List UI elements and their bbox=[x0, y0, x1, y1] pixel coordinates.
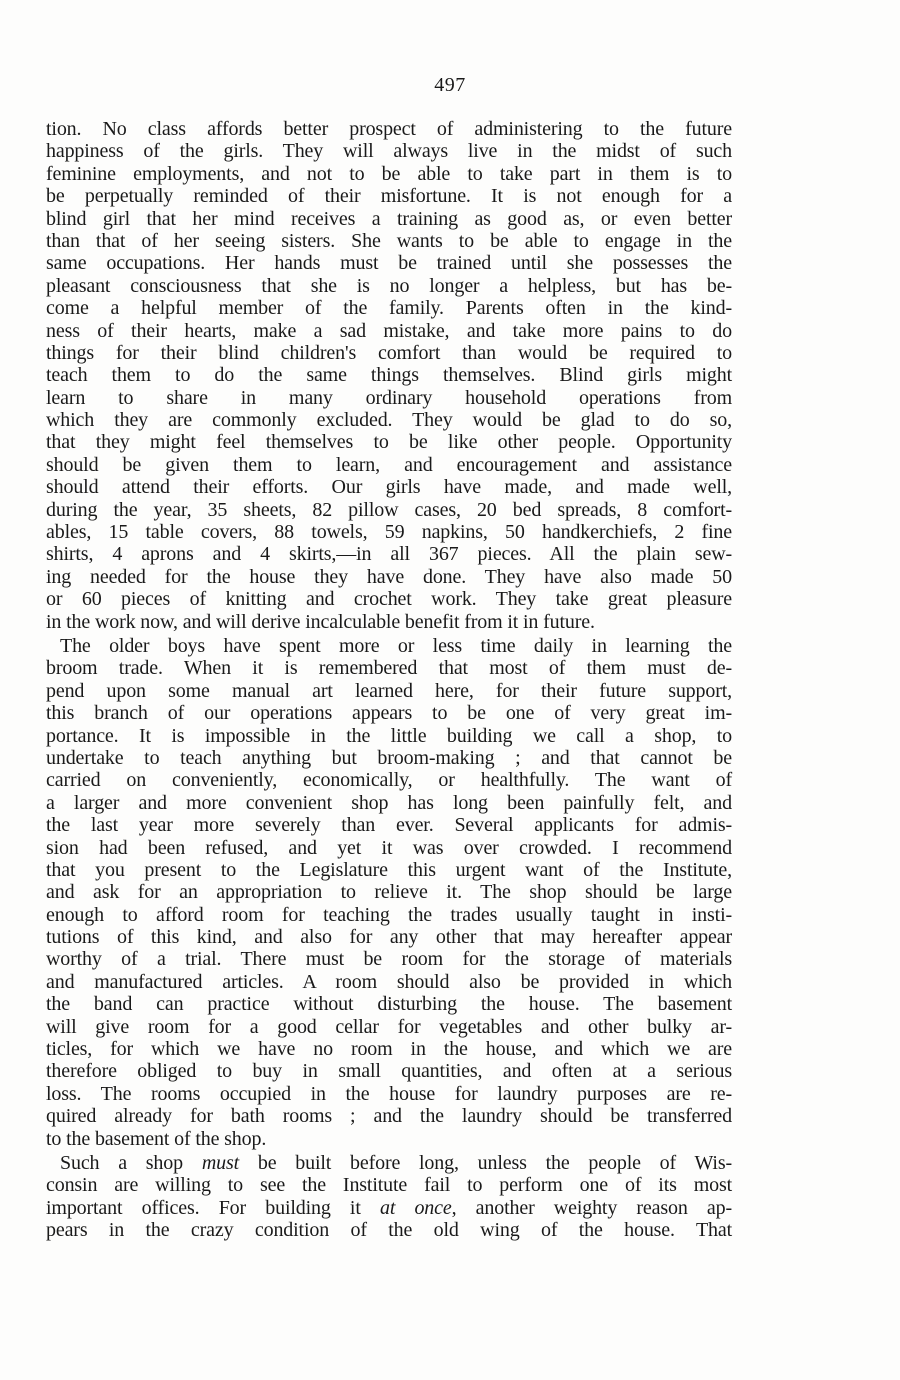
text-line: should attend their efforts. Our girls have made, and made well, bbox=[46, 476, 732, 499]
text-line: pears in the crazy condition of the old wing of the house. That bbox=[46, 1219, 732, 1242]
text-line: and ask for an appropriation to relieve it. The shop should be large bbox=[46, 881, 732, 904]
page-number: 497 bbox=[434, 74, 466, 96]
text-line: portance. It is impossible in the little building we call a shop, to bbox=[46, 724, 732, 747]
text-line: ing needed for the house they have done. They have also made 50 bbox=[46, 565, 732, 588]
text-line: important offices. For building it at once, another weighty reason ap- bbox=[46, 1196, 732, 1219]
text-line: undertake to teach anything but broom-making ; and that cannot be bbox=[46, 746, 732, 769]
text-line: to the basement of the shop. bbox=[46, 1127, 267, 1150]
text-line: broom trade. When it is remembered that most of them must de- bbox=[46, 657, 732, 680]
text-line: should be given them to learn, and encouragement and assistance bbox=[46, 453, 732, 476]
paragraph bbox=[46, 1152, 732, 1242]
text-line: the band can practice without disturbing the house. The basement bbox=[46, 993, 732, 1016]
text-line: will give room for a good cellar for vegetables and other bulky ar- bbox=[46, 1015, 732, 1038]
text-line: therefore obliged to buy in small quantities, and often at a serious bbox=[46, 1060, 732, 1083]
text-line: pend upon some manual art learned here, for their future support, bbox=[46, 679, 732, 702]
text-line: quired already for bath rooms ; and the laundry should be transferred bbox=[46, 1105, 732, 1128]
paragraph bbox=[46, 635, 732, 1150]
text-line: feminine employments, and not to be able to take part in them is to bbox=[46, 162, 732, 185]
text-line: enough to afford room for teaching the trades usually taught in insti- bbox=[46, 903, 732, 926]
text-line: ables, 15 table covers, 88 towels, 59 napkins, 50 handkerchiefs, 2 fine bbox=[46, 521, 732, 544]
text-line: come a helpful member of the family. Parents often in the kind- bbox=[46, 297, 732, 320]
text-line: this branch of our operations appears to be one of very great im- bbox=[46, 702, 732, 725]
text-line: teach them to do the same things themselves. Blind girls might bbox=[46, 364, 732, 387]
text-line: in the work now, and will derive incalculable benefit from it in future. bbox=[46, 610, 595, 633]
text-line: that they might feel themselves to be like other people. Opportunity bbox=[46, 431, 732, 454]
text-line: carried on conveniently, economically, or healthfully. The want of bbox=[46, 769, 732, 792]
text-line: be perpetually reminded of their misfortune. It is not enough for a bbox=[46, 185, 732, 208]
text-line: shirts, 4 aprons and 4 skirts,—in all 367 pieces. All the plain sew- bbox=[46, 543, 732, 566]
text-line: happiness of the girls. They will always live in the midst of such bbox=[46, 140, 732, 163]
text-line: and manufactured articles. A room should also be provided in which bbox=[46, 970, 732, 993]
text-line: blind girl that her mind receives a training as good as, or even better bbox=[46, 207, 732, 230]
text-line: or 60 pieces of knitting and crochet work. They take great pleasure bbox=[46, 588, 732, 611]
text-line: learn to share in many ordinary household operations from bbox=[46, 386, 732, 409]
text-line: loss. The rooms occupied in the house for laundry purposes are re- bbox=[46, 1082, 732, 1105]
text-line: things for their blind children's comfort than would be required to bbox=[46, 341, 732, 364]
text-line: worthy of a trial. There must be room for the storage of materials bbox=[46, 948, 732, 971]
text-line: than that of her seeing sisters. She wants to be able to engage in the bbox=[46, 229, 732, 252]
text-line: same occupations. Her hands must be trained until she possesses the bbox=[46, 252, 732, 275]
text-line: sion had been refused, and yet it was over crowded. I recommend bbox=[46, 836, 732, 859]
text-line: consin are willing to see the Institute fail to perform one of its most bbox=[46, 1174, 732, 1197]
text-line: The older boys have spent more or less time daily in learning the bbox=[60, 634, 732, 657]
text-line: a larger and more convenient shop has long been painfully felt, and bbox=[46, 791, 732, 814]
body-text bbox=[46, 118, 732, 1242]
text-line: ness of their hearts, make a sad mistake, and take more pains to do bbox=[46, 319, 732, 342]
text-line: Such a shop must be built before long, unless the people of Wis- bbox=[60, 1151, 732, 1174]
text-line: tutions of this kind, and also for any other that may hereafter appear bbox=[46, 926, 732, 949]
text-line: which they are commonly excluded. They would be glad to do so, bbox=[46, 409, 732, 432]
text-line: pleasant consciousness that she is no longer a helpless, but has be- bbox=[46, 274, 732, 297]
text-line: during the year, 35 sheets, 82 pillow cases, 20 bed spreads, 8 comfort- bbox=[46, 498, 732, 521]
text-line: tion. No class affords better prospect of administering to the future bbox=[46, 118, 732, 140]
text-line: that you present to the Legislature this urgent want of the Institute, bbox=[46, 858, 732, 881]
text-line: the last year more severely than ever. Several applicants for admis- bbox=[46, 814, 732, 837]
paragraph bbox=[46, 118, 732, 633]
text-line: ticles, for which we have no room in the house, and which we are bbox=[46, 1038, 732, 1061]
